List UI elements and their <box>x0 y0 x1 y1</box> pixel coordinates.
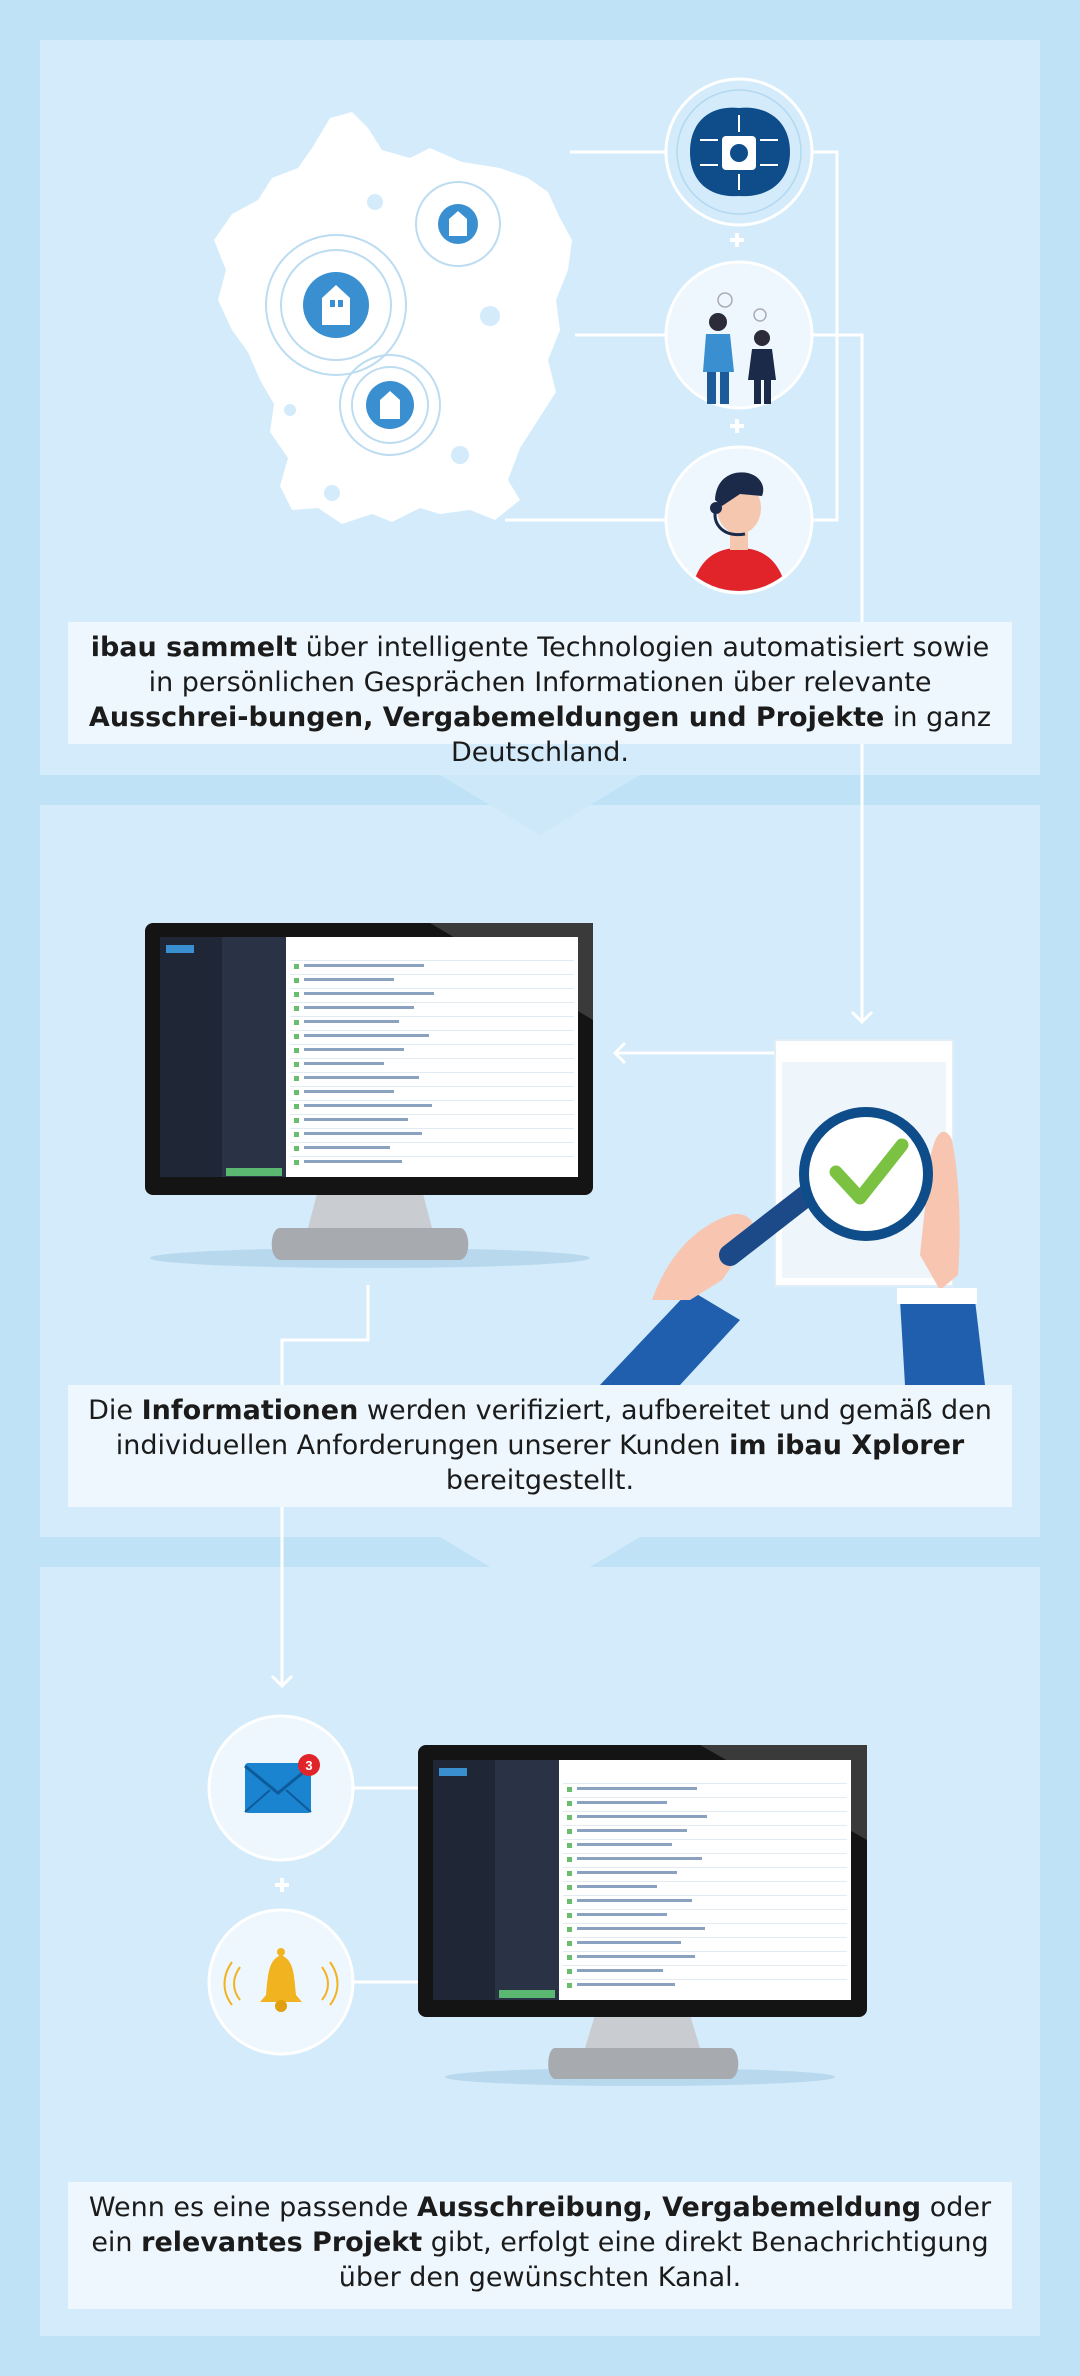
connector-lines <box>353 1788 420 1982</box>
caption-text: bereitgestellt. <box>445 1465 635 1496</box>
caption-bold-text: ibau sammelt <box>90 632 298 663</box>
headset-agent-icon <box>666 447 812 600</box>
xplorer-screen <box>160 937 578 1177</box>
notification-badge: 3 <box>305 1758 313 1773</box>
magnifier-check-icon <box>600 1040 985 1385</box>
caption-step1 <box>68 622 1012 768</box>
caption-text: gibt, erfolgt eine direkt Benachrichtigung über den gewünschten Kanal. <box>338 2227 989 2293</box>
caption-text: oder ein <box>91 2192 992 2258</box>
ai-brain-icon <box>666 79 812 225</box>
caption-text: über intelligente Technologien automatisiert sowie in persönlichen Gesprächen Informationen über relevante <box>148 632 990 698</box>
email-icon <box>209 1716 353 1860</box>
caption-text: Wenn es eine passende <box>88 2192 417 2223</box>
separator-chevron <box>440 775 640 835</box>
caption-text: in ganz Deutschland. <box>450 702 992 768</box>
xplorer-screen <box>433 1760 851 2000</box>
conversation-people-icon <box>666 262 812 408</box>
computer-monitor <box>418 1745 867 2086</box>
caption-bold-text: relevantes Projekt <box>141 2227 423 2258</box>
arrow-to-monitor <box>615 1043 775 1063</box>
caption-bold-text: im ibau Xplorer <box>729 1430 965 1461</box>
caption-step3 <box>68 2182 1012 2309</box>
caption-text: werden verifiziert, aufbereitet und gemäß den individuellen Anforderungen unserer Kunden <box>115 1395 992 1461</box>
computer-monitor <box>145 923 593 1268</box>
caption-step2 <box>68 1385 1012 1507</box>
bell-icon <box>209 1910 353 2054</box>
caption-bold-text: Ausschreibung, Vergabemeldung <box>416 2192 922 2223</box>
plus-icon <box>275 1878 289 1892</box>
caption-text: Die <box>88 1395 142 1426</box>
separator-chevron <box>440 1537 640 1597</box>
caption-bold-text: Informationen <box>141 1395 359 1426</box>
caption-bold-text: Ausschrei-bungen, Vergabemeldungen und Projekte <box>88 702 885 733</box>
